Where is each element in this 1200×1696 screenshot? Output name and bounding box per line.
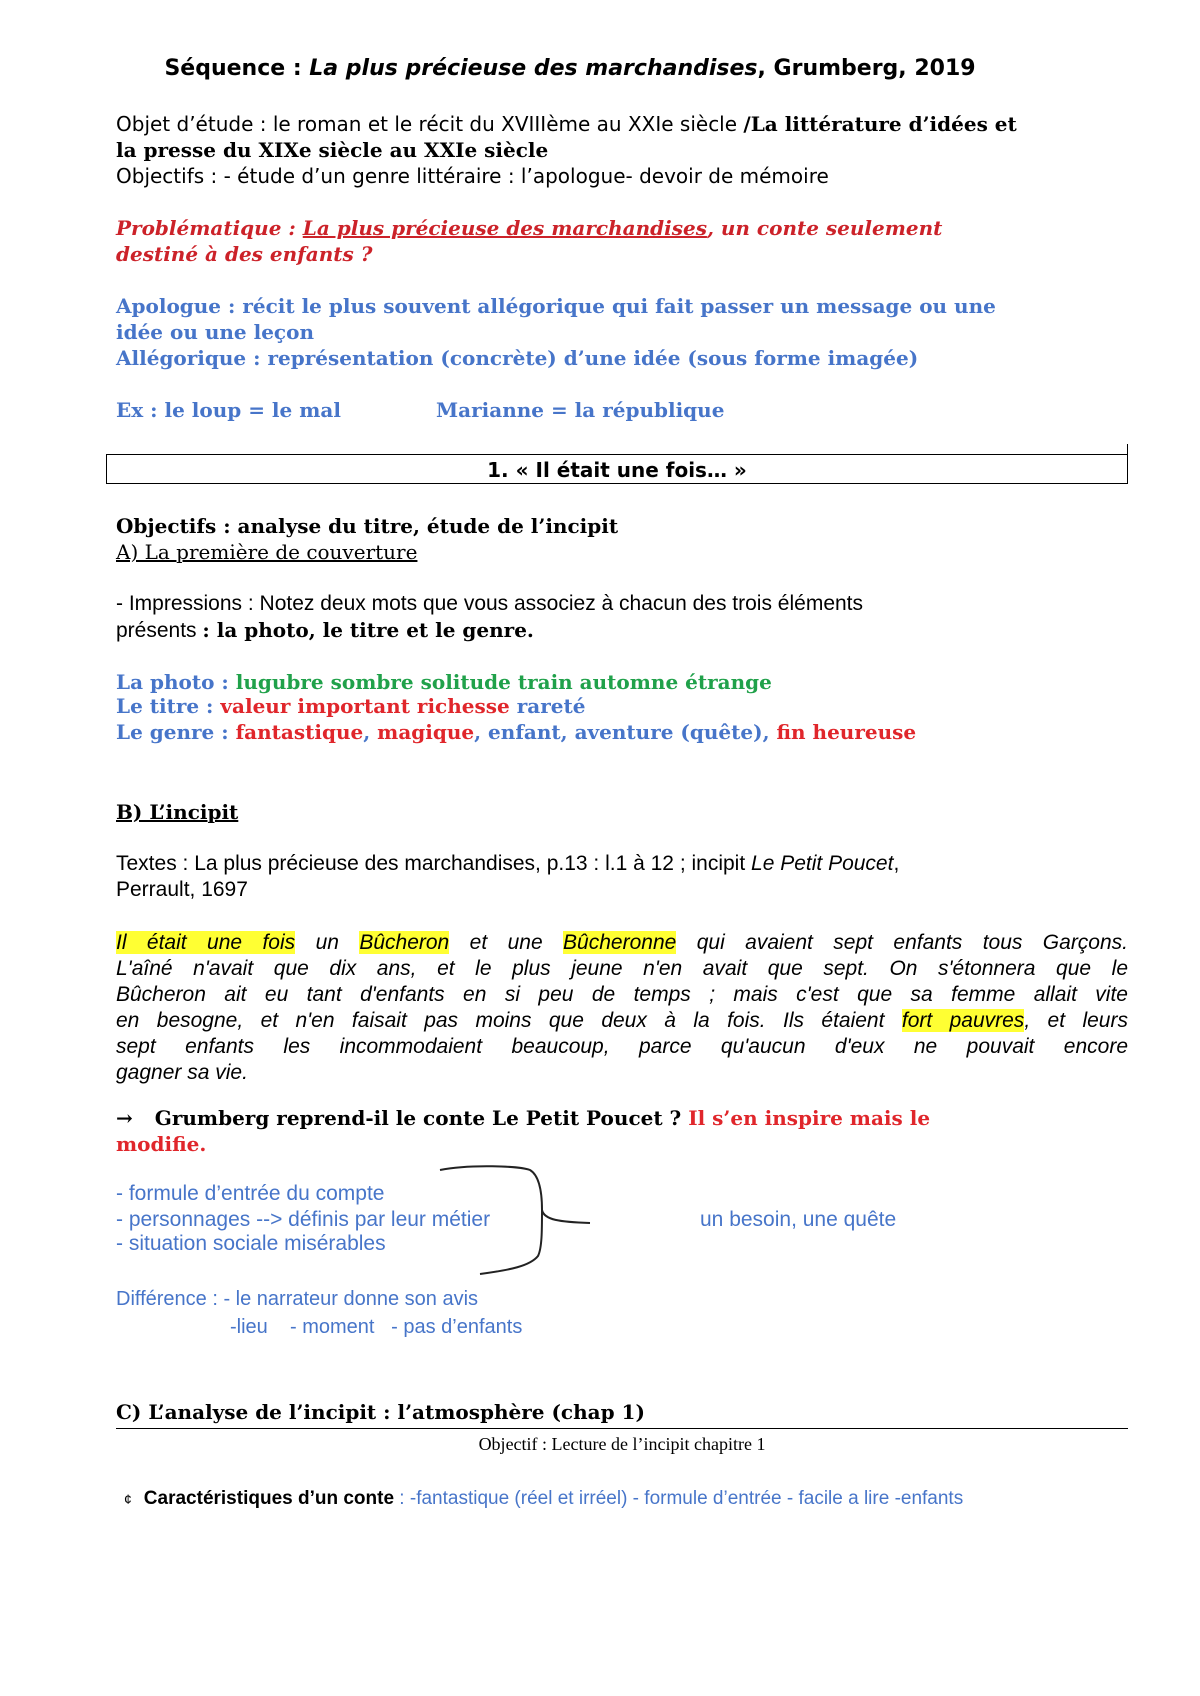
page-title: Séquence : La plus précieuse des marchandises, Grumberg, 2019 bbox=[164, 56, 976, 81]
example-marianne: Marianne = la république bbox=[436, 398, 725, 422]
photo-line: La photo : lugubre sombre solitude train automne étrange bbox=[116, 670, 772, 694]
heading-b: B) L’incipit bbox=[116, 800, 239, 824]
list-item: - formule d’entrée du compte bbox=[116, 1182, 385, 1205]
bullet-icon: ¢ bbox=[124, 1491, 132, 1507]
apologue-definition: Apologue : récit le plus souvent allégorique qui fait passer un message ou une bbox=[116, 294, 996, 318]
objet-etude-line-2: la presse du XIXe siècle au XXIe siècle bbox=[116, 138, 549, 162]
list-item: - personnages --> définis par leur métier bbox=[116, 1208, 491, 1231]
example-loup: Ex : le loup = le mal bbox=[116, 398, 341, 422]
titre-line: Le titre : valeur important richesse rareté bbox=[116, 694, 586, 718]
quote-line: en besogne, et n'en faisait pas moins que deux à la fois. Ils étaient fort pauvres, et leurs bbox=[116, 1009, 1128, 1032]
heading-a: A) La première de couverture bbox=[116, 540, 418, 564]
objectifs-line: Objectifs : - étude d’un genre littéraire : l’apologue- devoir de mémoire bbox=[116, 164, 829, 188]
difference-line-1: Différence : - le narrateur donne son avis bbox=[116, 1288, 479, 1310]
curly-brace-drawing bbox=[430, 1160, 600, 1280]
problematique-line-2: destiné à des enfants ? bbox=[116, 242, 373, 266]
quote-line: Bûcheron ait eu tant d'enfants en si peu de temps ; mais c'est que sa femme allait vite bbox=[116, 983, 1128, 1006]
caracteristiques-line: ¢ Caractéristiques d’un conte : -fantastique (réel et irréel) - formule d’entrée - facile a lire -enfants bbox=[124, 1488, 964, 1509]
quote-line: gagner sa vie. bbox=[116, 1061, 248, 1084]
section-1-objectifs: Objectifs : analyse du titre, étude de l’incipit bbox=[116, 514, 619, 538]
impressions-line-2: présents : la photo, le titre et le genre. bbox=[116, 618, 534, 642]
quote-line: Il était une fois un Bûcheron et une Bûcheronne qui avaient sept enfants tous Garçons. bbox=[116, 931, 1128, 954]
work-title: La plus précieuse des marchandises bbox=[309, 56, 758, 81]
perrault-quote bbox=[116, 930, 1128, 1086]
besoin-quete: un besoin, une quête bbox=[700, 1208, 897, 1231]
brace-top bbox=[440, 1166, 542, 1210]
apologue-definition-line-2: idée ou une leçon bbox=[116, 320, 314, 344]
section-c-objectif: Objectif : Lecture de l’incipit chapitre 1 bbox=[478, 1434, 766, 1454]
brace-bottom bbox=[480, 1210, 542, 1274]
textes-line-1: Textes : La plus précieuse des marchandises, p.13 : l.1 à 12 ; incipit Le Petit Poucet, bbox=[116, 852, 900, 875]
section-1-title: 1. « Il était une fois… » bbox=[487, 458, 747, 482]
question-line: → Grumberg reprend-il le conte Le Petit Poucet ? Il s’en inspire mais le bbox=[116, 1106, 931, 1130]
problematique: Problématique : La plus précieuse des marchandises, un conte seulement bbox=[116, 216, 943, 240]
quote-line: L'aîné n'avait que dix ans, et le plus jeune n'en avait que sept. On s'étonnera que le bbox=[116, 957, 1128, 980]
answer-line-2: modifie. bbox=[116, 1132, 207, 1156]
genre-line: Le genre : fantastique, magique, enfant, aventure (quête), fin heureuse bbox=[116, 720, 917, 744]
objet-etude-line-1: Objet d’étude : le roman et le récit du XVIIIème au XXIe siècle /La littérature d’idées et bbox=[116, 112, 1017, 136]
allegorique-definition: Allégorique : représentation (concrète) d’une idée (sous forme imagée) bbox=[116, 346, 919, 370]
quote-line: sept enfants les incommodaient beaucoup, parce qu'aucun d'eux ne pouvait encore bbox=[116, 1035, 1128, 1058]
difference-line-2: -lieu - moment - pas d’enfants bbox=[230, 1316, 523, 1338]
heading-c-rule bbox=[116, 1428, 1128, 1429]
arrow-icon: → bbox=[116, 1106, 133, 1130]
heading-c: C) L’analyse de l’incipit : l’atmosphère (chap 1) bbox=[116, 1400, 645, 1424]
brace-middle bbox=[542, 1210, 590, 1223]
list-item: - situation sociale misérables bbox=[116, 1232, 386, 1255]
impressions-line-1: - Impressions : Notez deux mots que vous associez à chacun des trois éléments bbox=[116, 592, 864, 615]
textes-line-2: Perrault, 1697 bbox=[116, 878, 248, 901]
